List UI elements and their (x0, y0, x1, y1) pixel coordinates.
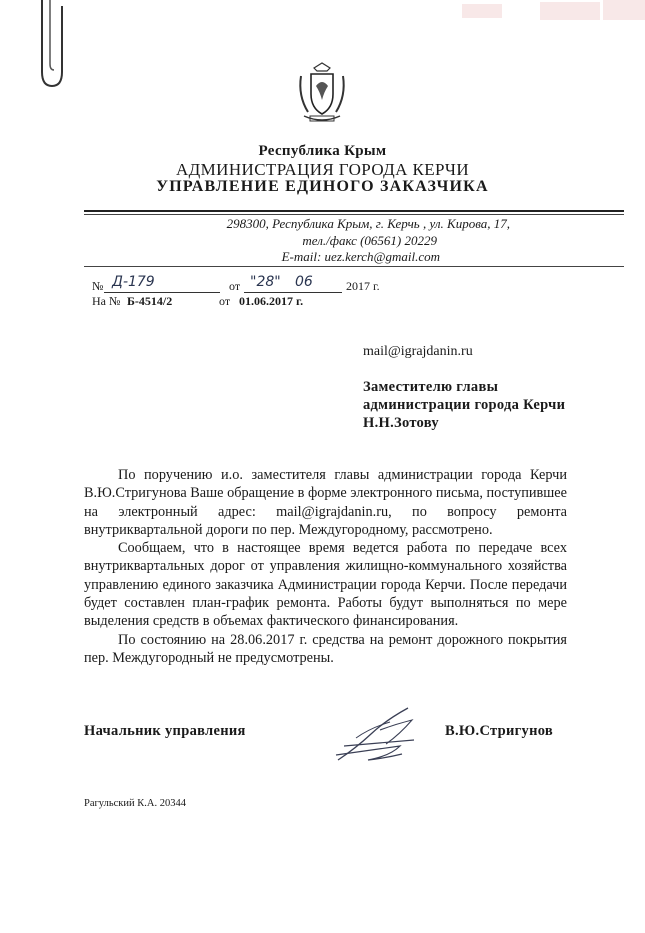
department-title: УПРАВЛЕНИЕ ЕДИНОГО ЗАКАЗЧИКА (156, 178, 489, 195)
email-line: E-mail: uez.kerch@gmail.com (281, 249, 440, 264)
body-line: внутриквартальной дороги по пер. Междугородному, рассмотрено. (84, 521, 493, 538)
header-divider-thin (84, 214, 624, 215)
body-line: по мере выделения средств в объемах фактического финансирования. (84, 595, 568, 630)
paragraph-3 (84, 631, 567, 668)
paperclip-icon (30, 0, 70, 90)
outgoing-date-line (244, 292, 342, 293)
bleed-mark (540, 2, 600, 20)
outgoing-from-label: от (229, 279, 241, 293)
bleed-mark (462, 4, 502, 18)
outgoing-no-label: № (92, 279, 104, 293)
body-line: внутриквартальных дорог от управления жилищно-коммунального хозяйства (84, 558, 567, 575)
letter-body (84, 466, 567, 667)
header-divider (84, 210, 624, 212)
paragraph-2 (84, 539, 567, 630)
reply-no-label: На № (92, 294, 121, 308)
phone-line: тел./факс (06561) 20229 (302, 233, 437, 248)
recipient-position: Заместителю главы (363, 379, 499, 395)
body-line: По поручению и.о. заместителя главы администрации города Керчи (118, 467, 567, 483)
body-line: В.Ю.Стригунова Ваше обращение в форме электронного письма, (84, 485, 483, 502)
outgoing-number: Д-179 (112, 274, 155, 290)
republic-title: Республика Крым (258, 143, 387, 159)
outgoing-number-line (104, 292, 220, 293)
signer-position: Начальник управления (84, 723, 246, 739)
recipient-email: mail@igrajdanin.ru (363, 344, 473, 359)
recipient-organization: администрации города Керчи (363, 397, 566, 413)
executor-info: Рагульский К.А. 20344 (84, 798, 186, 809)
bleed-mark (603, 0, 645, 20)
handwritten-signature (316, 700, 446, 770)
reply-date: 01.06.2017 г. (239, 294, 304, 308)
paragraph-1 (84, 466, 567, 539)
signer-name: В.Ю.Стригунов (445, 723, 554, 739)
body-line: управлению единого заказчика Администрации города Керчи. После (84, 576, 508, 593)
recipient-name: Н.Н.Зотову (363, 415, 439, 431)
body-line: пер. Междугородный не предусмотрены. (84, 649, 334, 666)
reply-from-label: от (219, 294, 231, 308)
administration-title: АДМИНИСТРАЦИЯ ГОРОДА КЕРЧИ (175, 160, 470, 179)
crimea-emblem-icon (296, 62, 348, 124)
body-line: передачи будет составлен план-график ремонта. Работы будут выполняться (84, 576, 567, 612)
body-line: Сообщаем, что в настоящее время ведется работа по передаче всех (118, 540, 567, 557)
body-line: По состоянию на 28.06.2017 г. средства на ремонт дорожного покрытия (118, 631, 567, 648)
outgoing-month: 06 (295, 274, 313, 290)
body-line: поступившее на электронный адрес: mail@igrajdanin.ru, по вопросу ремонта (84, 485, 567, 520)
address-divider (84, 266, 624, 267)
outgoing-day: "28" (250, 274, 281, 290)
outgoing-year: 2017 г. (346, 279, 380, 293)
reply-number: Б-4514/2 (127, 294, 173, 308)
address-line: 298300, Республика Крым, г. Керчь , ул. Кирова, 17, (226, 216, 510, 231)
